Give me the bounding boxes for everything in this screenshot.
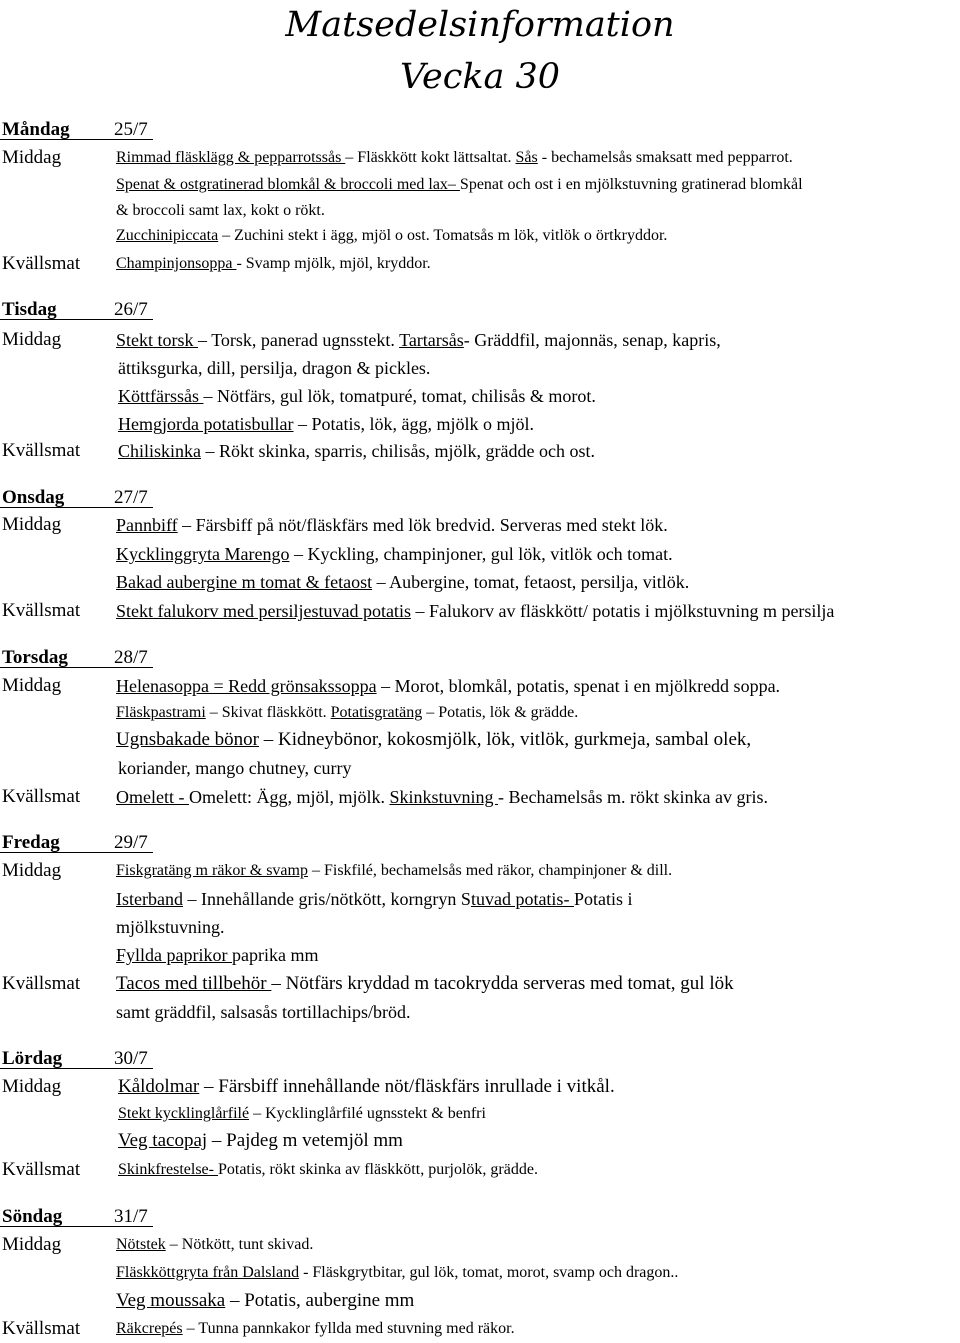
day-date: 26/7 <box>114 299 148 320</box>
dish-name: Sås <box>515 149 538 166</box>
menu-row <box>0 326 960 354</box>
meal-label-middag: Middag <box>2 1234 62 1255</box>
page-title <box>0 0 960 104</box>
menu-row <box>0 857 960 885</box>
dish-name: Spenat & ostgratinerad blomkål & broccoli med lax– <box>116 176 460 193</box>
meal-label-middag: Middag <box>2 147 62 168</box>
dish-name: tuvad potatis- <box>470 889 574 909</box>
dish-description: – Kidneybönor, kokosmjölk, lök, vitlök, gurkmeja, sambal olek, <box>259 729 752 750</box>
dish-description: – Pajdeg m vetemjöl mm <box>207 1130 403 1151</box>
dish-description: – Nötfärs kryddad m tacokrydda serveras med tomat, gul lök <box>271 973 734 994</box>
menu-row <box>0 382 960 410</box>
menu-row <box>0 171 960 199</box>
dish-name: Veg tacopaj <box>118 1130 208 1151</box>
dish-name: Hemgjorda potatisbullar <box>118 414 294 434</box>
dish-name: Rimmad fläsklägg & pepparrotssås <box>116 149 346 166</box>
dish-description: – Nötfärs, gul lök, tomatpuré, tomat, chilisås & morot. <box>203 386 596 406</box>
day-date: 29/7 <box>114 832 148 853</box>
dish-text <box>116 511 668 539</box>
dish-description: – Skivat fläskkött. <box>205 704 331 721</box>
dish-name: Chiliskinka <box>118 441 202 461</box>
dish-description: - Gräddfil, majonnäs, senap, kapris, <box>463 330 721 350</box>
menu-row <box>0 222 960 250</box>
menu-row <box>0 1315 960 1343</box>
menu-row <box>0 511 960 539</box>
meal-label-middag: Middag <box>2 675 62 696</box>
day-heading <box>0 296 960 324</box>
dish-text <box>118 410 534 438</box>
dish-text <box>116 857 672 885</box>
dish-description: Potatis, rökt skinka av fläskkött, purjolök, grädde. <box>217 1161 538 1178</box>
meal-label-kvallsmat: Kvällsmat <box>2 600 81 621</box>
dish-description: paprika mm <box>231 945 319 965</box>
dish-name: Fyllda paprikor <box>116 945 232 965</box>
day-heading <box>0 116 960 144</box>
dish-text <box>116 885 632 913</box>
dish-text <box>116 1259 678 1287</box>
menu-row <box>0 1073 960 1101</box>
dish-description: – Kyckling, champinjoner, gul lök, vitlök och tomat. <box>289 544 673 564</box>
dish-text <box>116 699 578 727</box>
meal-label-middag: Middag <box>2 329 62 350</box>
dish-name: Tacos med tillbehör <box>116 973 272 994</box>
dish-name: Zucchinipiccata <box>116 227 219 244</box>
dish-description: ättiksgurka, dill, persilja, dragon & pickles. <box>118 358 431 378</box>
dish-text <box>116 1231 313 1259</box>
menu-row <box>0 410 960 438</box>
menu-row <box>0 726 960 754</box>
menu-row <box>0 1127 960 1155</box>
dish-text <box>118 437 595 465</box>
menu-row <box>0 1287 960 1315</box>
menu-row <box>0 1156 960 1184</box>
dish-description: – Potatis, lök, ägg, mjölk o mjöl. <box>293 414 534 434</box>
menu-row <box>0 754 960 782</box>
menu-row <box>0 568 960 596</box>
dish-description: – Färsbiff innehållande nöt/fläskfärs inrullade i vitkål. <box>199 1076 615 1097</box>
dish-description: – Potatis, lök & grädde. <box>422 704 579 721</box>
dish-name: Tartarsås <box>399 330 464 350</box>
day-name: Söndag <box>2 1206 63 1227</box>
day-name: Tisdag <box>2 299 57 320</box>
day-underline <box>0 1068 153 1069</box>
dish-text <box>116 783 768 811</box>
dish-description: koriander, mango chutney, curry <box>118 758 352 778</box>
dish-text <box>118 354 430 382</box>
dish-text <box>116 144 793 172</box>
dish-description: mjölkstuvning. <box>116 917 225 937</box>
dish-text <box>118 1156 538 1184</box>
dish-description: - Fläskgrytbitar, gul lök, tomat, morot, svamp och dragon.. <box>299 1264 679 1281</box>
menu-row <box>0 250 960 278</box>
dish-name: Fläskpastrami <box>116 704 206 721</box>
day-date: 30/7 <box>114 1048 148 1069</box>
dish-text <box>116 913 225 941</box>
dish-description: Potatis i <box>573 889 633 909</box>
menu-row <box>0 1259 960 1287</box>
dish-description: Spenat och ost i en mjölkstuvning gratinerad blomkål <box>459 176 803 193</box>
dish-text <box>116 726 751 754</box>
dish-text <box>118 1127 403 1155</box>
day-date: 31/7 <box>114 1206 148 1227</box>
meal-label-kvallsmat: Kvällsmat <box>2 1159 81 1180</box>
dish-description: – Kycklinglårfilé ugnsstekt & benfri <box>249 1105 486 1122</box>
dish-name: Skinkfrestelse- <box>118 1161 218 1178</box>
dish-description: – Innehållande gris/nötkött, korngryn S <box>182 889 471 909</box>
dish-name: Helenasoppa = Redd grönsakssoppa <box>116 676 377 696</box>
day-name: Onsdag <box>2 487 65 508</box>
dish-name: Omelett - <box>116 787 189 807</box>
menu-row <box>0 913 960 941</box>
dish-description: – Rökt skinka, sparris, chilisås, mjölk, grädde och ost. <box>201 441 595 461</box>
dish-text <box>116 171 803 199</box>
meal-label-middag: Middag <box>2 1076 62 1097</box>
dish-text <box>116 672 780 700</box>
dish-name: Fläskköttgryta från Dalsland <box>116 1264 300 1281</box>
day-name: Torsdag <box>2 647 68 668</box>
dish-text <box>116 250 431 278</box>
dish-text <box>116 540 673 568</box>
dish-text <box>116 998 410 1026</box>
day-underline <box>0 139 153 140</box>
menu-row <box>0 540 960 568</box>
menu-row <box>0 699 960 727</box>
dish-description: – Tunna pannkakor fyllda med stuvning med räkor. <box>182 1320 515 1337</box>
dish-text <box>116 1315 515 1343</box>
dish-text <box>116 941 318 969</box>
dish-description: - Svamp mjölk, mjöl, kryddor. <box>236 255 431 272</box>
meal-label-kvallsmat: Kvällsmat <box>2 1318 81 1339</box>
menu-row <box>0 1231 960 1259</box>
dish-text <box>116 970 734 998</box>
day-underline <box>0 667 153 668</box>
dish-description: – Aubergine, tomat, fetaost, persilja, vitlök. <box>372 572 690 592</box>
dish-name: Stekt kycklinglårfilé <box>118 1105 250 1122</box>
dish-description: – Nötkött, tunt skivad. <box>165 1236 314 1253</box>
day-name: Lördag <box>2 1048 63 1069</box>
dish-description: Omelett: Ägg, mjöl, mjölk. <box>188 787 390 807</box>
meal-label-kvallsmat: Kvällsmat <box>2 253 81 274</box>
menu-row <box>0 197 960 225</box>
dish-name: Kycklinggryta Marengo <box>116 544 290 564</box>
dish-name: Pannbiff <box>116 515 178 535</box>
dish-text <box>116 222 667 250</box>
menu-row <box>0 885 960 913</box>
meal-label-middag: Middag <box>2 514 62 535</box>
dish-description: - Bechamelsås m. rökt skinka av gris. <box>498 787 768 807</box>
dish-description: - bechamelsås smaksatt med pepparrot. <box>537 149 793 166</box>
day-heading <box>0 1203 960 1231</box>
menu-row <box>0 672 960 700</box>
dish-description: – Zuchini stekt i ägg, mjöl o ost. Tomatsås m lök, vitlök o örtkryddor. <box>218 227 668 244</box>
meal-label-kvallsmat: Kvällsmat <box>2 440 81 461</box>
dish-description: – Torsk, panerad ugnsstekt. <box>198 330 400 350</box>
dish-text <box>116 197 325 225</box>
dish-description: – Fläskkött kokt lättsaltat. <box>345 149 516 166</box>
dish-text <box>118 382 596 410</box>
menu-row <box>0 437 960 465</box>
dish-name: Stekt falukorv med persiljestuvad potatis <box>116 601 411 621</box>
dish-description: – Fiskfilé, bechamelsås med räkor, champinjoner & dill. <box>307 862 673 879</box>
dish-name: Isterband <box>116 889 183 909</box>
title-line-1: Matsedelsinformation <box>285 5 675 45</box>
dish-name: Potatisgratäng <box>330 704 423 721</box>
dish-name: Skinkstuvning <box>389 787 499 807</box>
dish-text <box>118 754 352 782</box>
dish-text <box>116 568 689 596</box>
dish-description: samt gräddfil, salsasås tortillachips/bröd. <box>116 1002 411 1022</box>
dish-name: Kåldolmar <box>118 1076 200 1097</box>
day-underline <box>0 319 153 320</box>
dish-name: Köttfärssås <box>118 386 204 406</box>
dish-name: Fiskgratäng m räkor & svamp <box>116 862 308 879</box>
dish-text <box>116 597 834 625</box>
day-underline <box>0 1226 153 1227</box>
menu-row <box>0 597 960 625</box>
menu-row <box>0 998 960 1026</box>
dish-description: – Färsbiff på nöt/fläskfärs med lök bredvid. Serveras med stekt lök. <box>177 515 668 535</box>
meal-label-middag: Middag <box>2 860 62 881</box>
day-name: Måndag <box>2 119 70 140</box>
menu-row <box>0 144 960 172</box>
menu-row <box>0 354 960 382</box>
dish-description: – Falukorv av fläskkött/ potatis i mjölkstuvning m persilja <box>410 601 835 621</box>
day-date: 28/7 <box>114 647 148 668</box>
day-underline <box>0 507 153 508</box>
dish-description: & broccoli samt lax, kokt o rökt. <box>116 202 325 219</box>
dish-description: – Morot, blomkål, potatis, spenat i en mjölkredd soppa. <box>376 676 781 696</box>
dish-name: Veg moussaka <box>116 1290 226 1311</box>
day-date: 25/7 <box>114 119 148 140</box>
dish-description: – Potatis, aubergine mm <box>225 1290 415 1311</box>
menu-row <box>0 941 960 969</box>
day-underline <box>0 852 153 853</box>
menu-row <box>0 1100 960 1128</box>
meal-label-kvallsmat: Kvällsmat <box>2 786 81 807</box>
menu-row <box>0 970 960 998</box>
dish-name: Stekt torsk <box>116 330 199 350</box>
day-heading <box>0 644 960 672</box>
day-date: 27/7 <box>114 487 148 508</box>
dish-text <box>116 1287 414 1315</box>
dish-name: Nötstek <box>116 1236 166 1253</box>
day-heading <box>0 484 960 512</box>
menu-row <box>0 783 960 811</box>
dish-name: Bakad aubergine m tomat & fetaost <box>116 572 373 592</box>
dish-name: Champinjonsoppa <box>116 255 237 272</box>
dish-text <box>116 326 721 354</box>
dish-text <box>118 1100 486 1128</box>
day-name: Fredag <box>2 832 60 853</box>
day-heading <box>0 829 960 857</box>
dish-name: Ugnsbakade bönor <box>116 729 259 750</box>
title-line-2: Vecka 30 <box>399 57 561 97</box>
dish-name: Räkcrepés <box>116 1320 183 1337</box>
meal-label-kvallsmat: Kvällsmat <box>2 973 81 994</box>
dish-text <box>118 1073 615 1101</box>
day-heading <box>0 1045 960 1073</box>
